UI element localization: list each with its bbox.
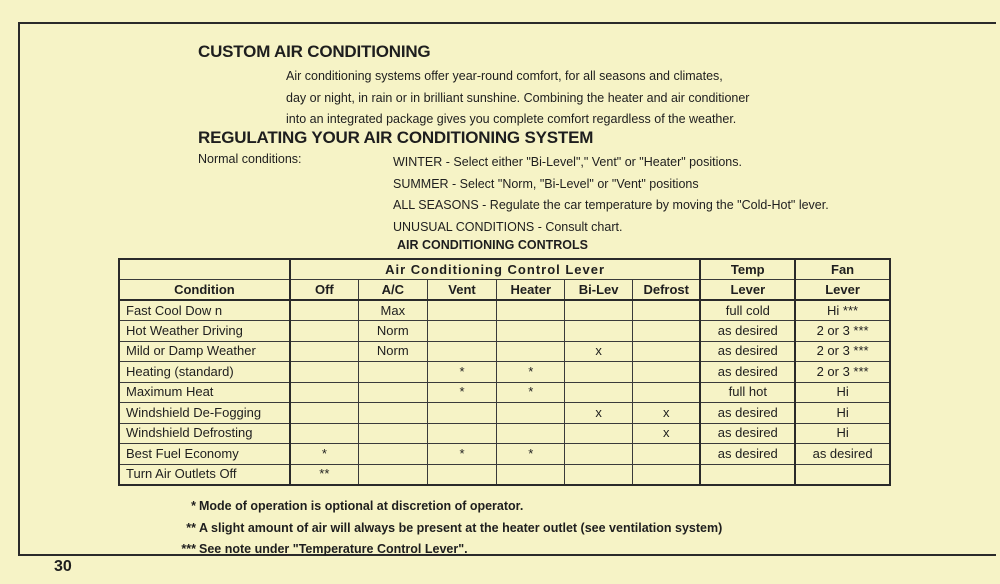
table-row <box>119 423 890 444</box>
condition-winter: WINTER - Select either "Bi-Level"," Vent" or "Heater" positions. <box>393 155 742 169</box>
header-bilev: Bi-Lev <box>565 280 633 301</box>
footnote <box>174 518 722 540</box>
cell-ac <box>358 423 427 444</box>
cell-heater <box>497 321 565 342</box>
header-ac: A/C <box>358 280 427 301</box>
cell-heater: * <box>497 362 565 383</box>
header-temp-lever: Lever <box>700 280 795 301</box>
cell-vent <box>427 423 497 444</box>
table-row <box>119 300 890 321</box>
condition-unusual: UNUSUAL CONDITIONS - Consult chart. <box>393 219 623 234</box>
cell-fan: as desired <box>795 444 890 465</box>
cell-temp: as desired <box>700 423 795 444</box>
cell-off <box>290 403 359 424</box>
footnote-mark: *** <box>181 542 196 556</box>
cell-defrost <box>633 341 701 362</box>
table-row <box>119 382 890 403</box>
condition-all-seasons: ALL SEASONS - Regulate the car temperature by moving the "Cold-Hot" lever. <box>393 198 829 212</box>
table-title: AIR CONDITIONING CONTROLS <box>397 238 588 252</box>
cell-defrost: x <box>633 423 701 444</box>
table-body <box>119 300 890 485</box>
cell-fan: Hi *** <box>795 300 890 321</box>
cell-off: * <box>290 444 359 465</box>
cell-defrost: x <box>633 403 701 424</box>
condition-summer: SUMMER - Select "Norm, "Bi-Level" or "Vent" positions <box>393 176 699 191</box>
header-heater: Heater <box>497 280 565 301</box>
header-blank <box>119 259 290 280</box>
cell-bilev <box>565 464 633 485</box>
table-row <box>119 403 890 424</box>
cell-temp: full hot <box>700 382 795 403</box>
normal-conditions-label: Normal conditions: <box>198 152 302 166</box>
cell-condition: Maximum Heat <box>119 382 290 403</box>
cell-fan: Hi <box>795 382 890 403</box>
cell-temp: as desired <box>700 341 795 362</box>
cell-vent <box>427 464 497 485</box>
heading-custom-air-conditioning: CUSTOM AIR CONDITIONING <box>198 42 431 61</box>
cell-heater <box>497 403 565 424</box>
cell-temp <box>700 464 795 485</box>
footnote-text: Mode of operation is optional at discretion of operator. <box>199 499 524 513</box>
cell-bilev <box>565 444 633 465</box>
cell-vent <box>427 403 497 424</box>
footnote <box>174 539 722 561</box>
table-row <box>119 362 890 383</box>
intro-line: Air conditioning systems offer year-round comfort, for all seasons and climates, <box>286 69 723 83</box>
cell-condition: Windshield Defrosting <box>119 423 290 444</box>
cell-ac: Norm <box>358 341 427 362</box>
cell-defrost <box>633 464 701 485</box>
cell-ac <box>358 362 427 383</box>
footnote-text: See note under "Temperature Control Lever". <box>199 542 468 556</box>
header-fan: Fan <box>795 259 890 280</box>
cell-temp: as desired <box>700 403 795 424</box>
table-row <box>119 321 890 342</box>
cell-defrost <box>633 321 701 342</box>
header-temp: Temp <box>700 259 795 280</box>
cell-vent <box>427 300 497 321</box>
cell-off <box>290 321 359 342</box>
footnote-mark: ** <box>186 520 196 535</box>
cell-heater <box>497 300 565 321</box>
table-row <box>119 341 890 362</box>
intro-paragraph <box>286 66 846 131</box>
cell-bilev <box>565 362 633 383</box>
cell-off <box>290 362 359 383</box>
cell-vent: * <box>427 444 497 465</box>
cell-off <box>290 423 359 444</box>
cell-temp: full cold <box>700 300 795 321</box>
cell-bilev: x <box>565 403 633 424</box>
table-row <box>119 464 890 485</box>
footnote-mark: * <box>191 499 196 513</box>
footnotes <box>174 496 722 561</box>
intro-line: day or night, in rain or in brilliant sunshine. Combining the heater and air conditioner <box>286 90 750 105</box>
cell-heater <box>497 464 565 485</box>
cell-defrost <box>633 444 701 465</box>
cell-off <box>290 382 359 403</box>
cell-temp: as desired <box>700 362 795 383</box>
conditions-list <box>393 152 829 238</box>
cell-ac <box>358 464 427 485</box>
cell-defrost <box>633 362 701 383</box>
cell-bilev <box>565 382 633 403</box>
cell-off <box>290 300 359 321</box>
cell-vent <box>427 321 497 342</box>
cell-ac <box>358 444 427 465</box>
header-fan-lever: Lever <box>795 280 890 301</box>
header-control-lever: Air Conditioning Control Lever <box>290 259 701 280</box>
cell-vent: * <box>427 362 497 383</box>
cell-ac <box>358 382 427 403</box>
cell-vent: * <box>427 382 497 403</box>
footnote <box>174 496 722 518</box>
cell-ac: Norm <box>358 321 427 342</box>
cell-heater: * <box>497 382 565 403</box>
cell-condition: Fast Cool Dow n <box>119 300 290 321</box>
cell-off: ** <box>290 464 359 485</box>
air-conditioning-controls-table <box>118 258 891 486</box>
cell-fan: 2 or 3 *** <box>795 321 890 342</box>
cell-condition: Best Fuel Economy <box>119 444 290 465</box>
header-defrost: Defrost <box>633 280 701 301</box>
cell-fan: 2 or 3 *** <box>795 341 890 362</box>
cell-ac: Max <box>358 300 427 321</box>
cell-temp: as desired <box>700 321 795 342</box>
cell-bilev <box>565 423 633 444</box>
cell-bilev <box>565 321 633 342</box>
cell-bilev <box>565 300 633 321</box>
cell-fan: 2 or 3 *** <box>795 362 890 383</box>
footnote-text: A slight amount of air will always be present at the heater outlet (see ventilation system) <box>199 520 723 535</box>
header-condition: Condition <box>119 280 290 301</box>
cell-heater <box>497 423 565 444</box>
intro-line: into an integrated package gives you complete comfort regardless of the weather. <box>286 112 737 126</box>
cell-bilev: x <box>565 341 633 362</box>
cell-fan <box>795 464 890 485</box>
header-vent: Vent <box>427 280 497 301</box>
cell-condition: Windshield De-Fogging <box>119 403 290 424</box>
table-row <box>119 444 890 465</box>
cell-heater <box>497 341 565 362</box>
cell-temp: as desired <box>700 444 795 465</box>
cell-defrost <box>633 382 701 403</box>
cell-condition: Mild or Damp Weather <box>119 341 290 362</box>
header-off: Off <box>290 280 359 301</box>
cell-fan: Hi <box>795 423 890 444</box>
cell-vent <box>427 341 497 362</box>
cell-defrost <box>633 300 701 321</box>
page-number: 30 <box>54 558 72 575</box>
cell-fan: Hi <box>795 403 890 424</box>
cell-off <box>290 341 359 362</box>
heading-regulating-system: REGULATING YOUR AIR CONDITIONING SYSTEM <box>198 128 594 147</box>
cell-ac <box>358 403 427 424</box>
cell-condition: Heating (standard) <box>119 362 290 383</box>
cell-condition: Turn Air Outlets Off <box>119 464 290 485</box>
cell-condition: Hot Weather Driving <box>119 321 290 342</box>
cell-heater: * <box>497 444 565 465</box>
